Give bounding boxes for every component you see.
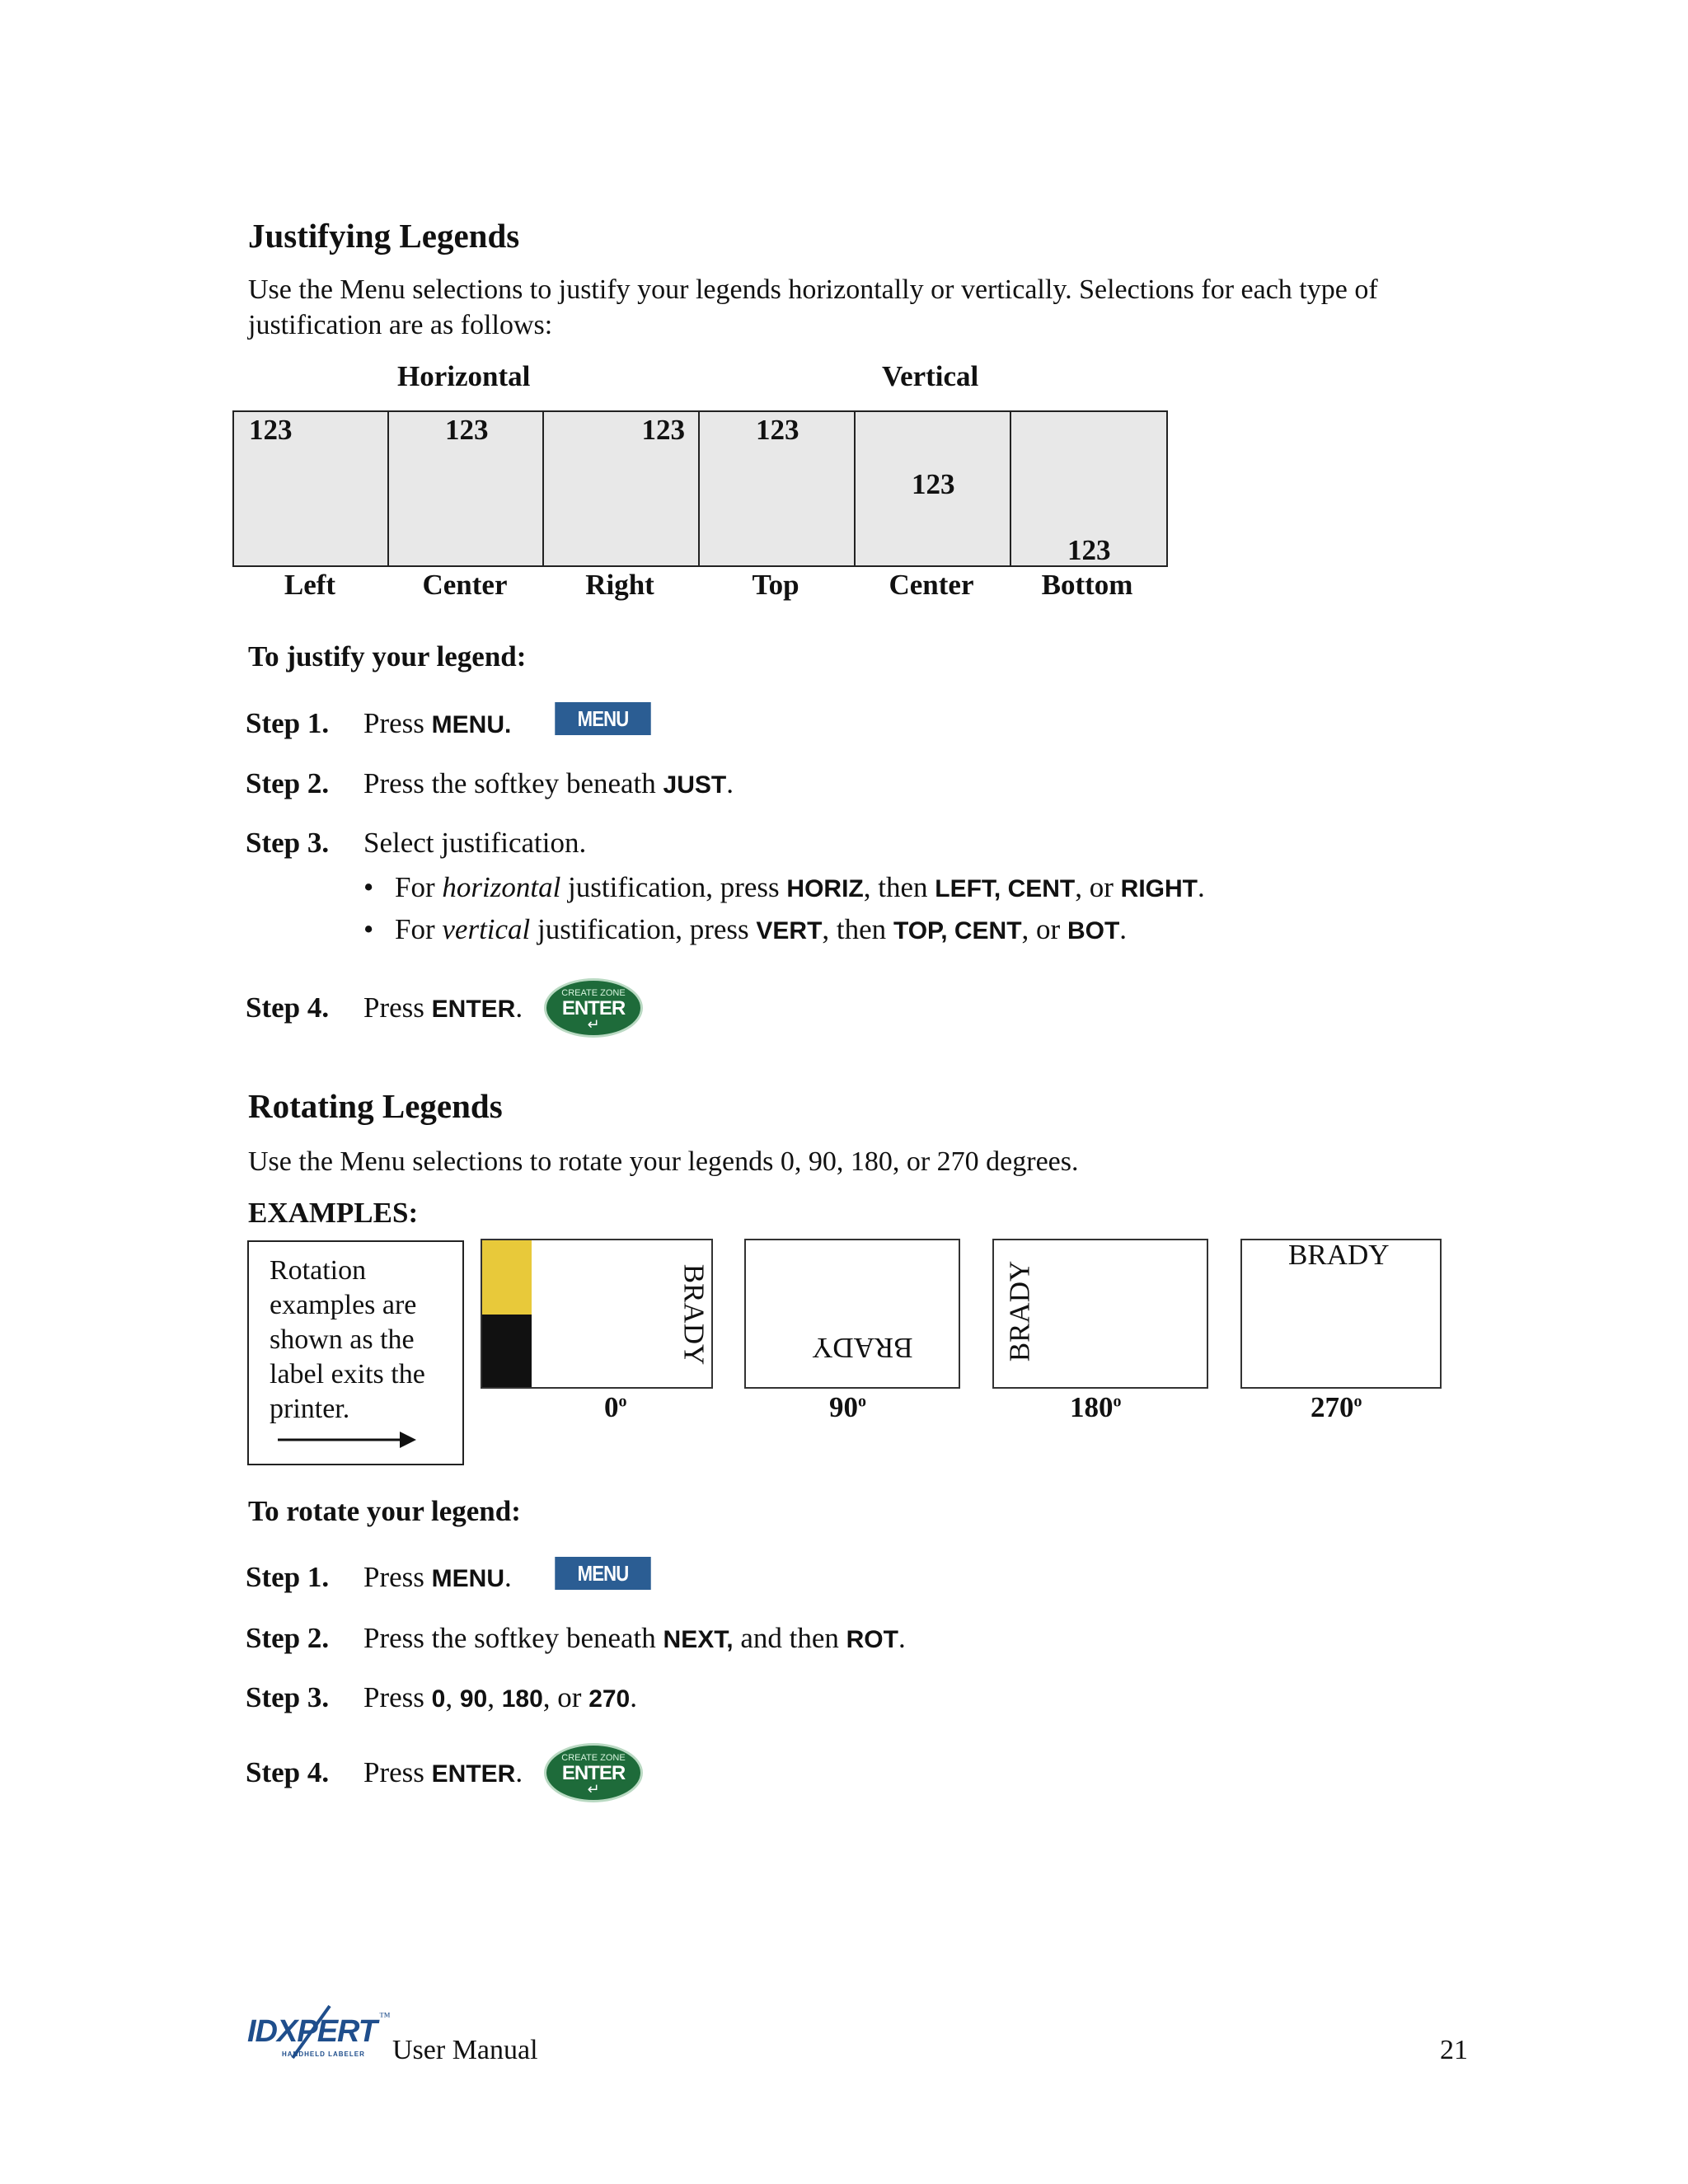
step-text: [363, 767, 734, 800]
section-title-rotating: Rotating Legends: [248, 1087, 503, 1125]
text: .: [630, 1681, 637, 1713]
justify-label-center: Center: [422, 569, 508, 601]
step-text: [363, 707, 511, 740]
text: , then: [822, 913, 893, 945]
logo-wordmark: IDXPERT: [247, 2014, 377, 2049]
rotate-procedure-title: To rotate your legend:: [248, 1495, 521, 1527]
rotation-note-box: [247, 1240, 464, 1465]
degree-label-270: [1311, 1391, 1362, 1424]
degree-label-0: [604, 1391, 627, 1424]
degree-value: 270: [1311, 1391, 1354, 1423]
text: , or: [1021, 913, 1067, 945]
return-arrow-icon: ↵: [587, 1781, 600, 1797]
box-number: 123: [912, 468, 955, 500]
arrow-right-icon: [278, 1427, 418, 1452]
bullet-vertical: [363, 913, 1127, 946]
step-label: Step 4.: [246, 1756, 330, 1788]
degree-value: 90: [829, 1391, 858, 1423]
section-title-justifying: Justifying Legends: [248, 217, 520, 255]
rotation-example-270: [1240, 1239, 1442, 1389]
step-text: [363, 991, 523, 1024]
brady-text-rotated: BRADY: [1003, 1260, 1036, 1362]
text: justification, press: [530, 913, 757, 945]
bullet-dot: •: [363, 913, 374, 945]
box-number: 123: [756, 414, 799, 446]
key-vert: VERT: [756, 917, 823, 944]
text: For: [395, 871, 443, 903]
justify-box-left: [232, 410, 389, 567]
degree-sign: o: [1113, 1392, 1122, 1411]
rotation-example-90: [744, 1239, 960, 1389]
enter-button-caption: CREATE ZONE: [561, 1753, 626, 1763]
enter-button-caption: CREATE ZONE: [561, 988, 626, 998]
key-rot: ROT: [846, 1626, 898, 1653]
rotation-note-text: Rotation examples are shown as the label exits the printer.: [270, 1255, 425, 1424]
justify-box-right: [542, 410, 700, 567]
enter-button-label: ENTER: [561, 997, 626, 1019]
key-180: 180: [501, 1685, 543, 1713]
logo-tm: ™: [379, 2011, 391, 2023]
step-text-post: .: [515, 991, 523, 1024]
step-label: Step 4.: [246, 991, 330, 1024]
key-horiz: HORIZ: [786, 875, 864, 902]
key-menu: MENU: [431, 1565, 504, 1592]
justify-box-bottom: [1010, 410, 1168, 567]
examples-label: EXAMPLES:: [248, 1197, 419, 1229]
text: Press: [363, 1681, 432, 1713]
step-label: Step 1.: [246, 707, 330, 739]
text: , or: [542, 1681, 589, 1713]
key-0: 0: [431, 1685, 446, 1713]
key-left-cent: LEFT, CENT: [935, 875, 1076, 902]
brady-text-rotated: BRADY: [812, 1332, 913, 1364]
degree-sign: o: [858, 1392, 866, 1411]
key-90: 90: [459, 1685, 488, 1713]
text: ,: [487, 1681, 502, 1713]
justify-label-right: Right: [585, 569, 654, 601]
step-text-pre: Press the softkey beneath: [363, 767, 663, 799]
step-label: Step 3.: [246, 1681, 330, 1713]
box-number: 123: [641, 414, 685, 446]
label-black-band: [482, 1315, 532, 1387]
label-yellow-band: [482, 1240, 532, 1315]
justify-box-top: [698, 410, 856, 567]
menu-button-image: MENU: [555, 1557, 650, 1590]
key-right: RIGHT: [1120, 875, 1198, 902]
degree-value: 0: [604, 1391, 619, 1423]
box-number: 123: [249, 414, 293, 446]
key-bot: BOT: [1067, 917, 1120, 944]
justify-label-top: Top: [752, 569, 799, 601]
box-number: 123: [445, 414, 489, 446]
key-enter: ENTER: [431, 996, 516, 1023]
degree-sign: o: [618, 1392, 627, 1411]
justify-label-left: Left: [284, 569, 336, 601]
return-arrow-icon: ↵: [587, 1016, 600, 1033]
step-text-pre: Press: [363, 991, 432, 1024]
degree-label-180: [1070, 1391, 1122, 1424]
key-menu: MENU.: [431, 711, 512, 738]
step-label: Step 1.: [246, 1561, 330, 1593]
group-label-horizontal: Horizontal: [397, 360, 531, 392]
step-text: [363, 1561, 512, 1594]
enter-button-image: [544, 978, 643, 1038]
step-text-pre: Press: [363, 1561, 432, 1593]
brady-text-rotated: BRADY: [678, 1263, 710, 1366]
text: .: [1119, 913, 1128, 945]
brady-text: BRADY: [1288, 1239, 1390, 1271]
text: , or: [1075, 871, 1121, 903]
step-label: Step 3.: [246, 827, 330, 859]
step-text-post: .: [504, 1561, 512, 1593]
step-text-post: .: [515, 1756, 523, 1788]
text: ,: [445, 1681, 460, 1713]
emphasis: horizontal: [442, 871, 561, 903]
justify-procedure-title: To justify your legend:: [248, 640, 527, 673]
justify-box-center: [387, 410, 544, 567]
step-text-post: .: [898, 1622, 906, 1654]
degree-sign: o: [1353, 1392, 1362, 1411]
logo-tagline: HANDHELD LABELER: [282, 2050, 365, 2058]
rotation-example-0: [481, 1239, 713, 1389]
step-text: Select justification.: [363, 827, 587, 859]
step-label: Step 2.: [246, 767, 330, 799]
step-text-post: .: [726, 767, 734, 799]
degree-value: 180: [1070, 1391, 1114, 1423]
step-text-pre: Press the softkey beneath: [363, 1622, 663, 1654]
degree-label-90: [829, 1391, 866, 1424]
emphasis: vertical: [442, 913, 531, 945]
menu-button-image: MENU: [555, 702, 650, 735]
step-text-mid: and then: [733, 1622, 846, 1654]
idxpert-logo: [247, 2011, 391, 2060]
text: , then: [863, 871, 935, 903]
text: justification, press: [560, 871, 787, 903]
step-label: Step 2.: [246, 1622, 330, 1654]
step-text-pre: Press: [363, 707, 432, 739]
step-text-pre: Press: [363, 1756, 432, 1788]
bullet-horizontal: [363, 871, 1205, 904]
key-just: JUST: [663, 771, 727, 799]
step-text: [363, 1756, 523, 1789]
rotate-intro: Use the Menu selections to rotate your legends 0, 90, 180, or 270 degrees.: [248, 1146, 1079, 1177]
bullet-dot: •: [363, 871, 374, 903]
box-number: 123: [1067, 534, 1111, 566]
key-top-cent: TOP, CENT: [893, 917, 1022, 944]
text: .: [1198, 871, 1205, 903]
rotation-example-180: [992, 1239, 1208, 1389]
justify-intro: Use the Menu selections to justify your legends horizontally or vertically. Selections for each type of justification are as follows:: [248, 274, 1378, 340]
group-label-vertical: Vertical: [882, 360, 979, 392]
enter-button-label: ENTER: [561, 1762, 626, 1784]
footer-manual-title: User Manual: [392, 2035, 538, 2065]
key-enter: ENTER: [431, 1760, 516, 1788]
enter-button-image: [544, 1743, 643, 1802]
justify-label-vcenter: Center: [889, 569, 974, 601]
step-text: [363, 1622, 906, 1655]
key-next: NEXT,: [663, 1626, 734, 1653]
justify-label-bottom: Bottom: [1041, 569, 1133, 601]
step-text: [363, 1681, 637, 1714]
page-number: 21: [1440, 2035, 1468, 2065]
text: For: [395, 913, 443, 945]
justify-box-vcenter: [854, 410, 1011, 567]
key-270: 270: [588, 1685, 631, 1713]
